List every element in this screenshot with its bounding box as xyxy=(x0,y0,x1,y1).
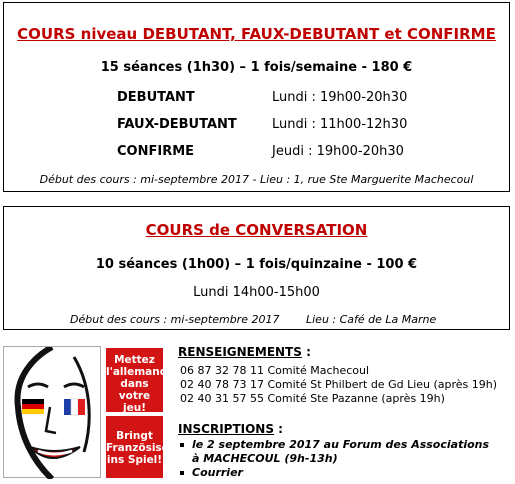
course1-title: COURS niveau DEBUTANT, FAUX-DEBUTANT et CONFIRME xyxy=(17,25,496,43)
course2-footer-start: Début des cours : mi-septembre 2017 xyxy=(70,313,280,326)
slogan-line: Mettez xyxy=(114,354,155,366)
bullet-dot xyxy=(180,443,184,447)
level-name: FAUX-DEBUTANT xyxy=(117,117,237,132)
contact-line: 02 40 78 73 17 Comité St Philbert de Gd Lieu (après 19h) xyxy=(180,378,498,391)
logo xyxy=(3,346,176,478)
registration-item: Courrier xyxy=(192,466,243,479)
slogan-line: Französisch xyxy=(106,442,176,454)
course1-summary: 15 séances (1h30) – 1 fois/semaine - 180 € xyxy=(100,60,413,75)
registration-heading-text: INSCRIPTIONS xyxy=(178,422,274,436)
course2-schedule: Lundi 14h00-15h00 xyxy=(193,285,320,300)
level-schedule: Lundi : 11h00-12h30 xyxy=(272,117,408,132)
contact-line: 02 40 31 57 55 Comité Ste Pazanne (après 19h) xyxy=(180,392,445,405)
level-name: CONFIRME xyxy=(117,144,195,159)
slogan-line: l'allemand xyxy=(106,366,168,378)
info-heading-suffix: : xyxy=(301,345,311,359)
level-schedule: Lundi : 19h00-20h30 xyxy=(272,90,408,105)
slogan-line: dans xyxy=(120,378,149,390)
registration-heading xyxy=(178,422,283,436)
course-box-levels xyxy=(3,2,510,192)
info-heading-text: RENSEIGNEMENTS xyxy=(178,345,302,359)
german-slogan-card xyxy=(106,348,168,414)
course1-footer: Début des cours : mi-septembre 2017 - Lieu : 1, rue Ste Marguerite Machecoul xyxy=(39,173,474,186)
french-slogan-card xyxy=(106,416,176,478)
registration-item: le 2 septembre 2017 au Forum des Associations xyxy=(192,438,490,451)
registration-item: à MACHECOUL (9h-13h) xyxy=(192,452,338,465)
face-drawing xyxy=(4,347,102,479)
slogan-line: ins Spiel! xyxy=(106,454,163,466)
slogan-line: votre jeu! xyxy=(118,390,151,414)
face-illustration xyxy=(3,346,101,478)
contact-line: 06 87 32 78 11 Comité Machecoul xyxy=(180,364,370,377)
course2-title: COURS de CONVERSATION xyxy=(145,221,368,239)
course2-summary: 10 séances (1h00) – 1 fois/quinzaine - 100 € xyxy=(95,257,418,272)
level-name: DEBUTANT xyxy=(117,90,195,105)
info-heading xyxy=(178,345,311,359)
bullet-dot xyxy=(180,471,184,475)
course2-footer-place: Lieu : Café de La Marne xyxy=(306,313,437,326)
slogan-line: Bringt xyxy=(116,430,153,442)
course-box-conversation xyxy=(3,206,510,330)
level-schedule: Jeudi : 19h00-20h30 xyxy=(272,144,404,159)
registration-heading-suffix: : xyxy=(274,422,283,436)
